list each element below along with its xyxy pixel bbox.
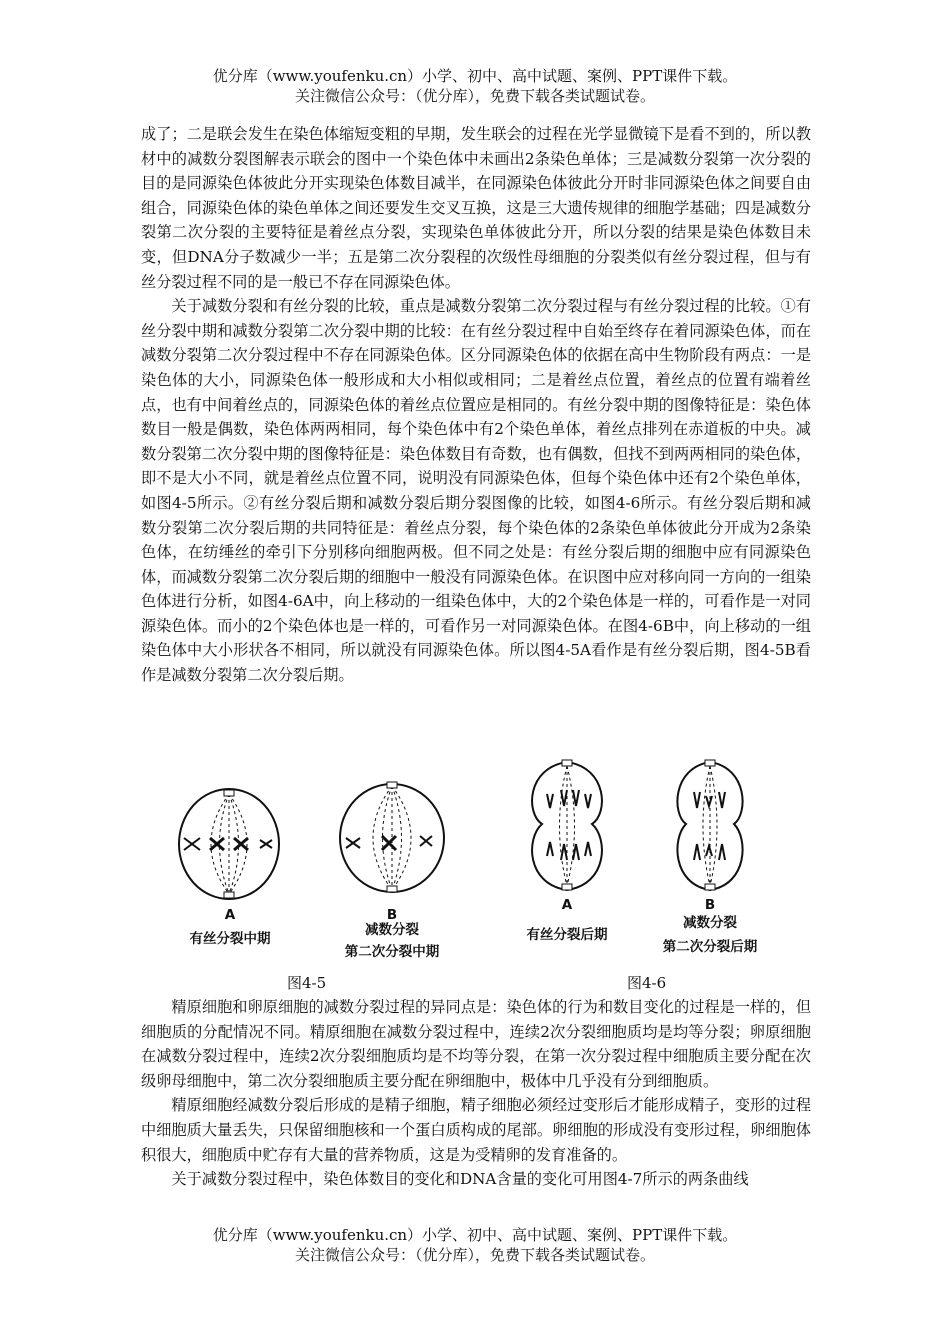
figure-4-6-drawing xyxy=(522,756,762,896)
fig46-a-label: 有丝分裂后期 xyxy=(526,927,608,943)
fig45-b-label-2: 第二次分裂中期 xyxy=(344,944,440,960)
figure-4-5-drawing xyxy=(170,778,470,908)
cell-metaphase-b xyxy=(340,782,444,892)
cell-anaphase-a xyxy=(532,760,602,890)
figure-4-5-caption: 图4-5 xyxy=(287,974,327,992)
cell-anaphase-b xyxy=(677,760,742,890)
fig46-b-letter: B xyxy=(704,897,716,913)
page-header xyxy=(0,66,950,106)
paragraph-curve: 关于减数分裂过程中，染色体数目的变化和DNA含量的变化可用图4-7所示的两条曲线 xyxy=(171,1170,749,1189)
cell-metaphase-a xyxy=(179,789,279,899)
figure-4-5 xyxy=(170,778,470,908)
fig46-b-label-1: 减数分裂 xyxy=(683,915,737,931)
header-line-1: 优分库（www.youfenku.cn）小学、初中、高中试题、案例、PPT课件下载。 xyxy=(212,67,738,85)
header-line-2: 关注微信公众号：（优分库），免费下载各类试题试卷。 xyxy=(294,87,655,105)
fig46-a-letter: A xyxy=(561,897,573,913)
paragraph-sperm: 精原细胞经减数分裂后形成的是精子细胞，精子细胞必须经过变形后才能形成精子，变形的过程中细胞质大量丢失，只保留细胞核和一个蛋白质构成的尾部。卵细胞的形成没有变形过程，卵细胞体积很大，细胞质中贮存有大量的营养物质，这是为受精卵的发育准备的。 xyxy=(141,1096,811,1164)
paragraph-continued: 成了；二是联会发生在染色体缩短变粗的早期，发生联会的过程在光学显微镜下是看不到的，所以教材中的减数分裂图解表示联会的图中一个染色体中未画出2条染色单体；三是减数分裂第一次分裂的目的是同源染色体彼此分开实现染色体数目减半，在同源染色体彼此分开时非同源染色体之间要自由组合，同源染色体的染色单体之间还要发生交叉互换，这是三大遗传规律的细胞学基础；四是减数分裂第二次分裂的主要特征是着丝点分裂，实现染色单体彼此分开，所以分裂的结果是染色体数目未变，但DNA分子数减少一半；五是第二次分裂程的次级性母细胞的分裂类似有丝分裂过程，但与有丝分裂过程不同的是一般已不存在同源染色体。 xyxy=(141,125,811,291)
paragraph-comparison: 关于减数分裂和有丝分裂的比较，重点是减数分裂第二次分裂过程与有丝分裂过程的比较。①有丝分裂中期和减数分裂第二次分裂中期的比较：在有丝分裂过程中自始至终存在着同源染色体，而在减数分裂第二次分裂过程中不存在同源染色体。区分同源染色体的依据在高中生物阶段有两点：一是染色体的大小，同源染色体一般形成和大小相似或相同；二是着丝点位置，着丝点的位置有端着丝点，也有中间着丝点的，同源染色体的着丝点位置应是相同的。有丝分裂中期的图像特征是：染色体数目一般是偶数，染色体两两相同，每个染色体中有2个染色单体，着丝点排列在赤道板的中央。减数分裂第二次分裂中期的图像特征是：染色体数目有奇数，也有偶数，但找不到两两相同的染色体，即不是大小不同，就是着丝点位置不同，说明没有同源染色体，但每个染色体中还有2个染色单体，如图4-5所示。②有丝分裂后期和减数分裂后期分裂图像的比较，如图4-6所示。有丝分裂后期和减数分裂第二次分裂后期的共同特征是：着丝点分裂，每个染色体的2条染色单体彼此分开成为2条染色体，在纺缍丝的牵引下分别移向细胞两极。但不同之处是：有丝分裂后期的细胞中应有同源染色体，而减数分裂第二次分裂后期的细胞中一般没有同源染色体。在识图中应对移向同一方向的一组染色体进行分析，如图4-6A中，向上移动的一组染色体中，大的2个染色体是一样的，可看作是一对同源染色体。而小的2个染色体也是一样的，可看作另一对同源染色体。在图4-6B中，向上移动的一组染色体中大小形状各不相同，所以就没有同源染色体。所以图4-5A看作是有丝分裂后期，图4-5B看作是减数分裂第二次分裂后期。 xyxy=(141,297,811,685)
body-text-upper xyxy=(141,122,811,688)
fig45-b-label-1: 减数分裂 xyxy=(365,922,419,938)
fig45-a-label: 有丝分裂中期 xyxy=(189,931,271,947)
fig45-b-letter: B xyxy=(386,907,398,923)
footer-line-1: 优分库（www.youfenku.cn）小学、初中、高中试题、案例、PPT课件下载。 xyxy=(212,1226,738,1244)
fig45-a-letter: A xyxy=(224,907,236,923)
paragraph-cytoplasm: 精原细胞和卵原细胞的减数分裂过程的异同点是：染色体的行为和数目变化的过程是一样的，但细胞质的分配情况不同。精原细胞在减数分裂过程中，连续2次分裂细胞质均是均等分裂；卵原细胞在减数分裂过程中，连续2次分裂细胞质均是不均等分裂，在第一次分裂过程中细胞质主要分配在次级卵母细胞中，第二次分裂细胞质主要分配在卵细胞中，极体中几乎没有分到细胞质。 xyxy=(141,998,811,1090)
figure-4-6 xyxy=(522,756,762,896)
figure-4-6-caption: 图4-6 xyxy=(627,974,667,992)
fig46-b-label-2: 第二次分裂后期 xyxy=(662,939,758,955)
page-footer xyxy=(0,1225,950,1265)
body-text-lower xyxy=(141,995,811,1192)
footer-line-2: 关注微信公众号：（优分库），免费下载各类试题试卷。 xyxy=(294,1246,655,1264)
